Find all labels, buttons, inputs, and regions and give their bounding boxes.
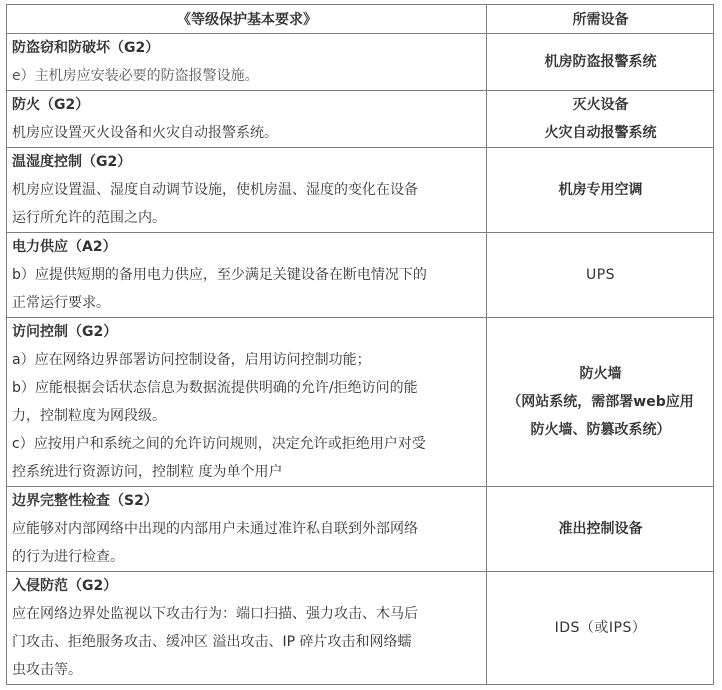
requirement-cell [7,572,487,685]
requirement-cell [7,34,487,91]
equipment-text: UPS [585,267,616,283]
table-row [7,487,714,572]
requirement-text: 控系统进行资源访问，控制粒 度为单个用户 [12,464,283,480]
equipment-cell [487,572,714,685]
requirement-cell [7,487,487,572]
table-header-row [7,5,714,34]
requirement-title: 防火（G2） [12,97,90,113]
equipment-text: 灭火设备 [572,97,629,113]
requirement-text: 正常运行要求。 [12,295,110,311]
requirement-title: 防盗窃和防破坏（G2） [12,40,160,56]
requirement-text: b）应提供短期的备用电力供应，至少满足关键设备在断电情况下的 [12,267,427,283]
equipment-text: 机房防盗报警系统 [544,54,657,70]
requirement-text: 虫攻击等。 [12,662,82,678]
requirement-cell [7,148,487,233]
requirement-title: 电力供应（A2） [12,239,117,255]
equipment-text: 防火墙 [579,366,622,382]
requirement-cell [7,91,487,148]
equipment-cell [487,233,714,318]
table-row [7,91,714,148]
table-row [7,148,714,233]
header-requirements: 《等级保护基本要求》 [7,5,487,34]
requirement-text: 应在网络边界处监视以下攻击行为：端口扫描、强力攻击、木马后 [12,606,418,622]
equipment-cell [487,487,714,572]
equipment-text: 火灾自动报警系统 [544,125,657,141]
header-equipment: 所需设备 [487,5,714,34]
equipment-cell [487,318,714,487]
equipment-cell [487,34,714,91]
requirement-title: 边界完整性检查（S2） [12,493,158,509]
requirement-text: 机房应设置灭火设备和火灾自动报警系统。 [12,125,278,141]
requirement-title: 温湿度控制（G2） [12,154,132,170]
requirement-cell [7,233,487,318]
requirement-text: 机房应设置温、湿度自动调节设施，使机房温、湿度的变化在设备 [12,182,418,198]
requirement-title: 访问控制（G2） [12,324,118,340]
requirement-text: a）应在网络边界部署访问控制设备，启用访问控制功能； [12,352,371,368]
equipment-text: 准出控制设备 [558,521,643,537]
requirement-text: 运行所允许的范围之内。 [12,210,166,226]
equipment-text: （网站系统，需部署web应用 [507,394,694,410]
requirement-text: 力，控制粒度为网段级。 [12,408,166,424]
equipment-cell [487,91,714,148]
requirements-table [6,4,714,685]
requirement-text: 门攻击、拒绝服务攻击、缓冲区 溢出攻击、IP 碎片攻击和网络蠕 [12,634,412,650]
requirement-text: b）应能根据会话状态信息为数据流提供明确的允许/拒绝访问的能 [12,380,418,396]
equipment-cell [487,148,714,233]
requirement-text: 的行为进行检查。 [12,549,124,565]
requirement-text: 应能够对内部网络中出现的内部用户未通过准许私自联到外部网络 [12,521,418,537]
requirement-text: e）主机房应安装必要的防盗报警设施。 [12,68,259,84]
table-row [7,318,714,487]
equipment-text: IDS（或IPS） [554,620,647,636]
requirement-title: 入侵防范（G2） [12,578,118,594]
requirement-text: c）应按用户和系统之间的允许访问规则，决定允许或拒绝用户对受 [12,436,426,452]
table-row [7,572,714,685]
equipment-text: 机房专用空调 [558,182,643,198]
equipment-text: 防火墙、防篡改系统） [530,422,671,438]
table-row [7,233,714,318]
table-row [7,34,714,91]
requirement-cell [7,318,487,487]
